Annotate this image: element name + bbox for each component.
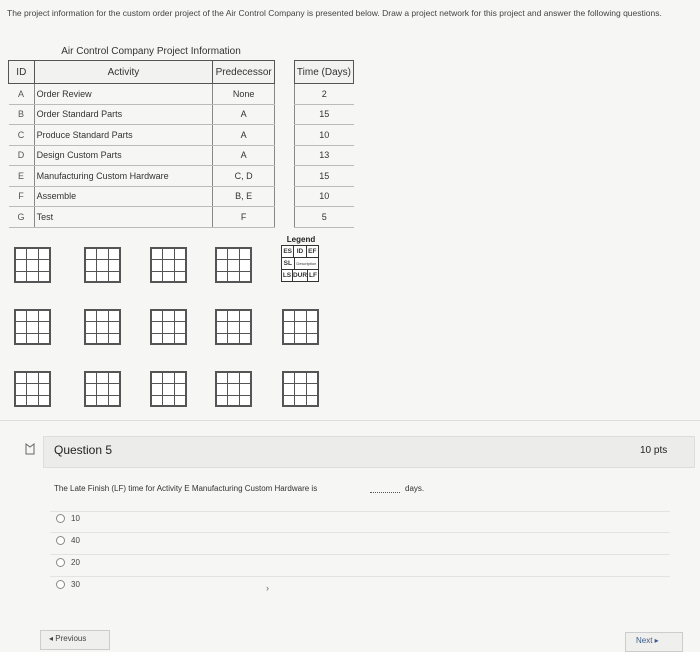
row-id: B xyxy=(9,104,35,125)
row-time: 15 xyxy=(294,166,353,187)
option-label: 20 xyxy=(71,558,80,567)
table-title: Air Control Company Project Information xyxy=(61,46,241,57)
row-time: 10 xyxy=(294,186,353,207)
row-id: G xyxy=(9,207,35,228)
option-label: 30 xyxy=(71,580,80,589)
table-row xyxy=(9,125,354,146)
question-text: The Late Finish (LF) time for Activity E Manufacturing Custom Hardware is xyxy=(54,484,318,493)
radio-button[interactable] xyxy=(56,580,65,589)
row-activity: Order Review xyxy=(34,84,213,105)
header-activity: Activity xyxy=(34,61,213,84)
network-node-box xyxy=(215,309,252,345)
network-node-box xyxy=(150,247,187,283)
row-activity: Test xyxy=(34,207,213,228)
question-points: 10 pts xyxy=(640,445,668,456)
network-node-box xyxy=(84,247,121,283)
answer-option[interactable] xyxy=(56,536,80,545)
mouse-cursor-icon: › xyxy=(266,583,269,593)
legend-ls: LS xyxy=(282,272,292,279)
option-label: 10 xyxy=(71,514,80,523)
legend-description: Description xyxy=(296,261,317,266)
row-activity: Produce Standard Parts xyxy=(34,125,213,146)
legend-title: Legend xyxy=(286,235,316,244)
radio-button[interactable] xyxy=(56,536,65,545)
radio-button[interactable] xyxy=(56,558,65,567)
network-node-box xyxy=(14,247,51,283)
row-predecessor: C, D xyxy=(213,166,275,187)
row-predecessor: None xyxy=(213,84,275,105)
network-node-box xyxy=(14,371,51,407)
header-predecessor: Predecessor xyxy=(213,61,275,84)
divider xyxy=(50,532,670,533)
row-id: A xyxy=(9,84,35,105)
row-time: 13 xyxy=(294,145,353,166)
table-row xyxy=(9,207,354,228)
legend xyxy=(281,235,321,282)
table-row xyxy=(9,84,354,105)
table-row xyxy=(9,145,354,166)
network-node-box xyxy=(84,371,121,407)
network-node-box xyxy=(150,371,187,407)
project-info-table xyxy=(8,44,354,228)
network-node-box xyxy=(84,309,121,345)
previous-button[interactable]: ◂ Previous xyxy=(40,630,110,650)
row-id: D xyxy=(9,145,35,166)
answer-option[interactable] xyxy=(56,558,80,567)
header-time: Time (Days) xyxy=(294,61,353,84)
question-title: Question 5 xyxy=(54,443,113,457)
network-node-box xyxy=(215,371,252,407)
network-node-box xyxy=(14,309,51,345)
flag-question-icon[interactable] xyxy=(24,443,36,455)
legend-lf: LF xyxy=(309,272,317,279)
divider xyxy=(50,576,670,577)
row-time: 10 xyxy=(294,125,353,146)
row-activity: Assemble xyxy=(34,186,213,207)
row-time: 2 xyxy=(294,84,353,105)
row-time: 5 xyxy=(294,207,353,228)
table-row xyxy=(9,166,354,187)
answer-blank xyxy=(370,492,400,493)
network-node-box xyxy=(150,309,187,345)
divider xyxy=(0,420,700,421)
table-row xyxy=(9,104,354,125)
instructions-text: The project information for the custom order project of the Air Control Company is presented below. Draw a project network for this project and answer the following questions. xyxy=(7,8,662,18)
next-button[interactable]: Next ▸ xyxy=(625,632,683,652)
row-predecessor: B, E xyxy=(213,186,275,207)
row-activity: Design Custom Parts xyxy=(34,145,213,166)
option-label: 40 xyxy=(71,536,80,545)
row-predecessor: A xyxy=(213,125,275,146)
network-node-box xyxy=(282,371,319,407)
row-id: E xyxy=(9,166,35,187)
row-id: F xyxy=(9,186,35,207)
question-header xyxy=(43,436,695,468)
question-unit: days. xyxy=(405,484,425,493)
row-activity: Order Standard Parts xyxy=(34,104,213,125)
table-row xyxy=(9,186,354,207)
row-predecessor: A xyxy=(213,104,275,125)
legend-ef: EF xyxy=(308,248,317,255)
radio-button[interactable] xyxy=(56,514,65,523)
legend-es: ES xyxy=(282,246,294,257)
row-predecessor: F xyxy=(213,207,275,228)
answer-option[interactable] xyxy=(56,514,80,523)
legend-sl: SL xyxy=(282,258,295,269)
divider xyxy=(50,511,670,512)
legend-id: ID xyxy=(294,246,306,257)
header-id: ID xyxy=(9,61,35,84)
network-node-box xyxy=(215,247,252,283)
legend-dur: DUR xyxy=(292,272,308,279)
row-time: 15 xyxy=(294,104,353,125)
row-id: C xyxy=(9,125,35,146)
row-predecessor: A xyxy=(213,145,275,166)
network-node-box xyxy=(282,309,319,345)
row-activity: Manufacturing Custom Hardware xyxy=(34,166,213,187)
answer-option[interactable] xyxy=(56,580,80,589)
divider xyxy=(50,554,670,555)
